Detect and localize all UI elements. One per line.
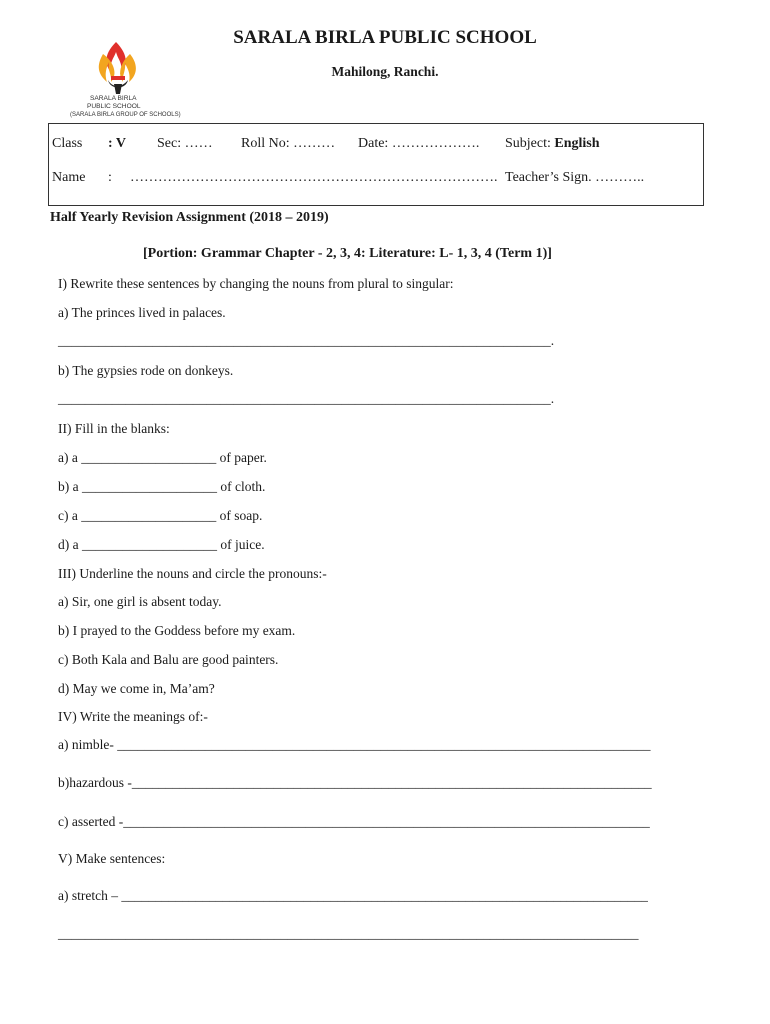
name-line: ……………………………………………………………………. [130,170,498,185]
section-field: Sec: …… [157,136,213,151]
section-4-item-b: b)hazardous -_____________________________________________________________________________ [58,775,652,790]
section-4-heading: IV) Write the meanings of:- [58,709,208,724]
teacher-signature-field: Teacher’s Sign. ……….. [505,170,645,185]
subject-value: English [554,136,600,151]
section-2-heading: II) Fill in the blanks: [58,421,170,436]
logo-text-line3: (SARALA BIRLA GROUP OF SCHOOLS) [70,112,181,118]
section-2-item-b: b) a ____________________ of cloth. [58,479,266,494]
roll-number-field: Roll No: ……… [241,136,336,151]
section-3-item-c: c) Both Kala and Balu are good painters. [58,652,279,667]
section-5-extra-line: ______________________________________________________________________________________ [58,926,639,941]
date-field: Date: ………………. [358,136,480,151]
subject-label: Subject: [505,136,551,151]
section-1-question-b: b) The gypsies rode on donkeys. [58,363,234,378]
section-5-item-a: a) stretch – ______________________________________________________________________________ [58,888,648,903]
logo-text-line2: PUBLIC SCHOOL [87,103,141,110]
section-2-item-c: c) a ____________________ of soap. [58,508,263,523]
school-location: Mahilong, Ranchi. [331,64,439,79]
class-value: : V [108,136,127,151]
name-colon: : [108,170,112,185]
logo-text-line1: SARALA BIRLA [90,95,137,102]
assignment-title: Half Yearly Revision Assignment (2018 – 2019) [50,210,329,225]
assignment-portion: [Portion: Grammar Chapter - 2, 3, 4: Literature: L- 1, 3, 4 (Term 1)] [143,246,552,261]
section-1-heading: I) Rewrite these sentences by changing the nouns from plural to singular: [58,276,454,291]
section-3-item-a: a) Sir, one girl is absent today. [58,594,222,609]
section-4-item-c: c) asserted -______________________________________________________________________________ [58,814,650,829]
subject-field [505,136,600,152]
section-4-item-a: a) nimble- _______________________________________________________________________________ [58,737,651,752]
section-1-answer-line-a: _________________________________________________________________________. [58,333,555,348]
school-name: SARALA BIRLA PUBLIC SCHOOL [233,27,537,48]
section-3-heading: III) Underline the nouns and circle the pronouns:- [58,566,327,581]
section-2-item-d: d) a ____________________ of juice. [58,537,265,552]
section-1-answer-line-b: _________________________________________________________________________. [58,391,555,406]
section-3-item-b: b) I prayed to the Goddess before my exam. [58,623,296,638]
section-5-heading: V) Make sentences: [58,851,166,866]
flame-torch-logo-icon [94,40,144,96]
section-3-item-d: d) May we come in, Ma’am? [58,681,215,696]
name-label: Name [52,170,86,185]
section-2-item-a: a) a ____________________ of paper. [58,450,267,465]
class-label: Class [52,136,83,151]
section-1-question-a: a) The princes lived in palaces. [58,305,226,320]
school-logo [70,40,181,122]
